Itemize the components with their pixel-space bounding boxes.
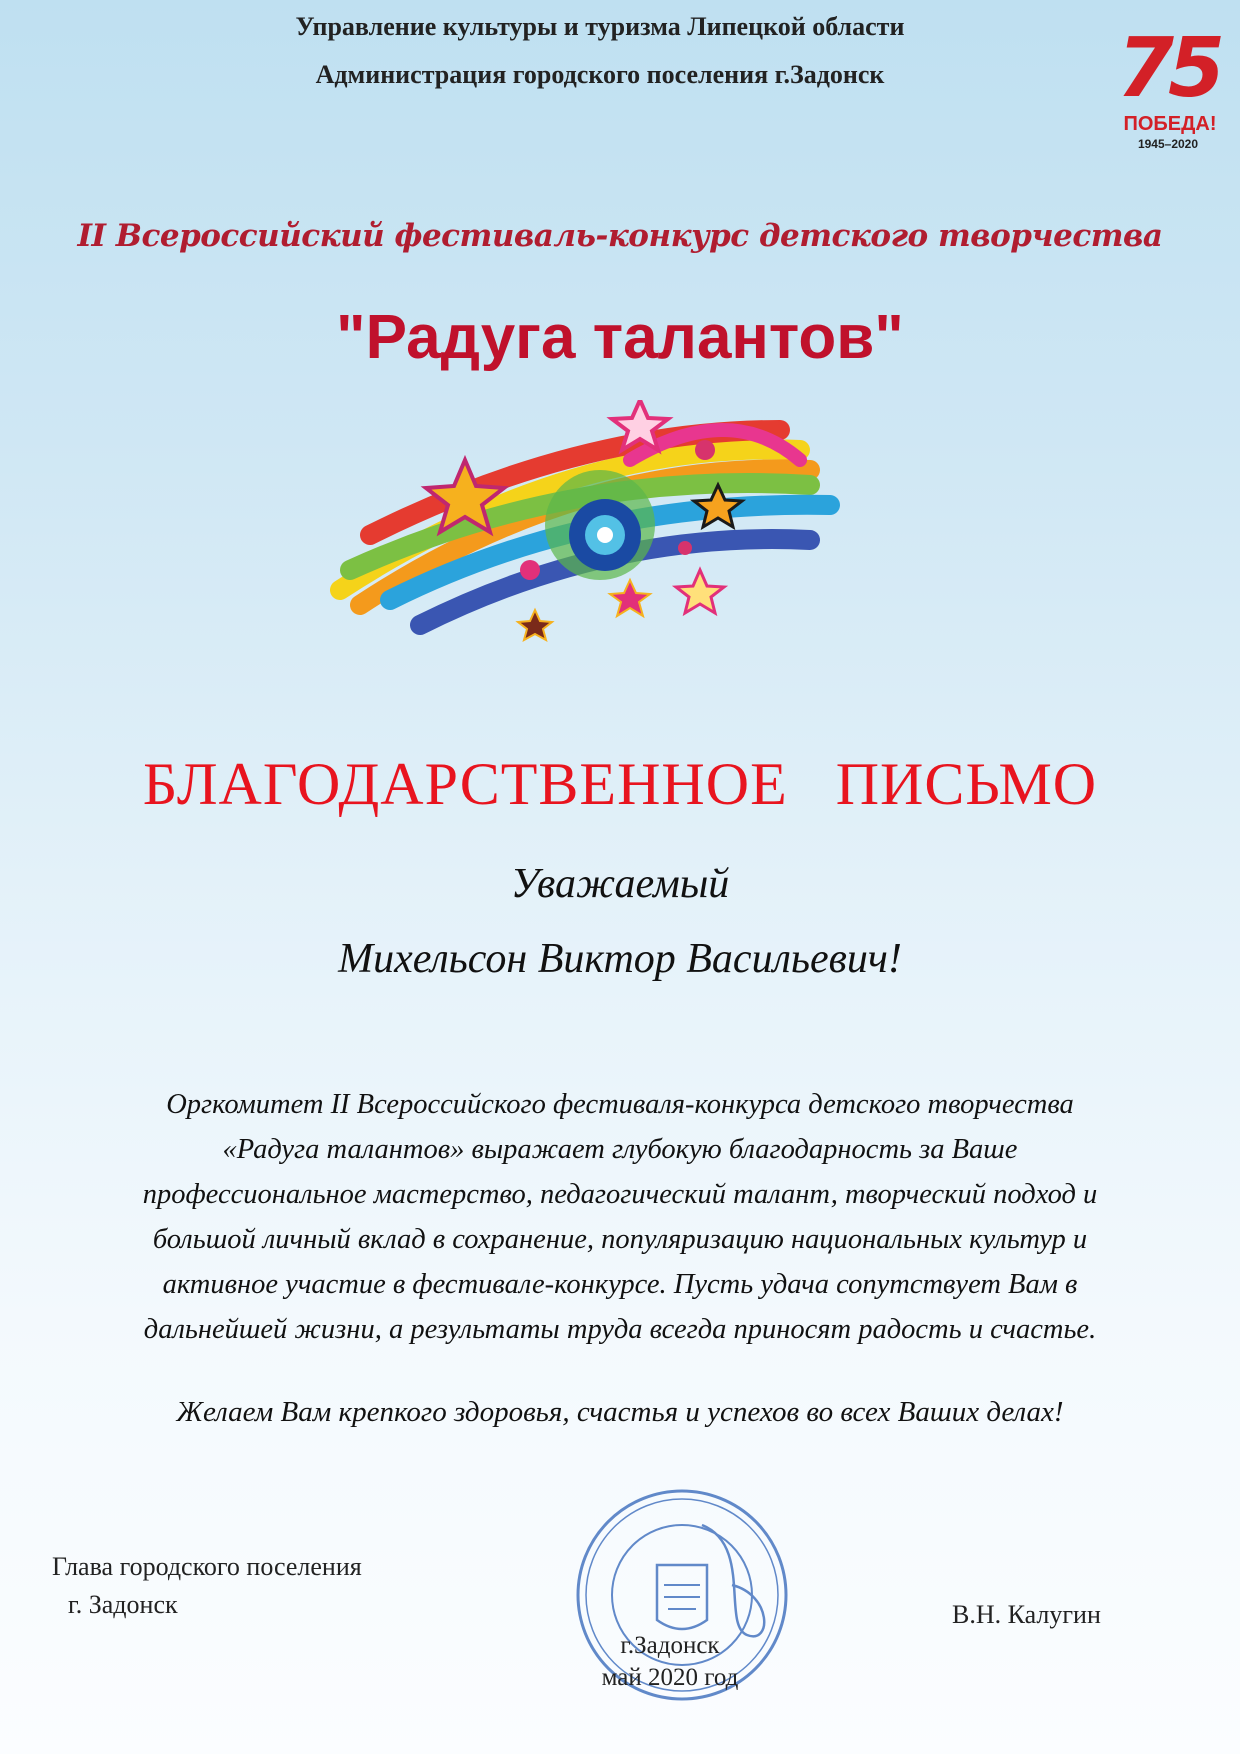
logo-word: ПОБЕДА! — [1123, 113, 1217, 135]
festival-title: "Радуга талантов" — [336, 303, 904, 372]
salutation: Уважаемый — [510, 861, 730, 907]
letter-body — [25, 1082, 1215, 1352]
logo-number: 75 — [1116, 21, 1220, 116]
body-line: дальнейшей жизни, а результаты труда всегда приносят радость и счастье. — [143, 1314, 1097, 1345]
signatory-name: В.Н. Калугин — [952, 1600, 1101, 1629]
letter-heading: БЛАГОДАРСТВЕННОЕ ПИСЬМО — [142, 751, 1098, 817]
closing-wish: Желаем Вам крепкого здоровья, счастья и успехов во всех Ваших делах! — [176, 1396, 1064, 1428]
organizer-line-1: Управление культуры и туризма Липецкой области — [295, 12, 905, 41]
organizer-line-2: Администрация городского поселения г.Задонск — [315, 60, 885, 89]
logo-years: 1945–2020 — [1137, 137, 1199, 151]
issue-date: май 2020 год — [601, 1664, 739, 1691]
body-line: активное участие в фестивале-конкурсе. Пусть удача сопутствует Вам в — [162, 1269, 1078, 1300]
body-line: большой личный вклад в сохранение, популяризацию национальных культур и — [152, 1224, 1088, 1255]
body-line: Оргкомитет II Всероссийского фестиваля-конкурса детского творчества — [166, 1089, 1074, 1120]
signatory-title-line-2: г. Задонск — [68, 1590, 178, 1619]
victory-75-logo — [1106, 18, 1236, 158]
rainbow-stars-emblem — [330, 400, 920, 650]
body-line: «Радуга талантов» выражает глубокую благодарность за Ваше — [222, 1134, 1018, 1165]
signatory-title-line-1: Глава городского поселения — [52, 1552, 362, 1581]
issue-place: г.Задонск — [620, 1632, 720, 1659]
festival-subtitle: II Всероссийский фестиваль-конкурс детского творчества — [77, 218, 1163, 254]
recipient-name: Михельсон Виктор Васильевич! — [338, 936, 902, 982]
body-line: профессиональное мастерство, педагогический талант, творческий подход и — [142, 1179, 1098, 1210]
